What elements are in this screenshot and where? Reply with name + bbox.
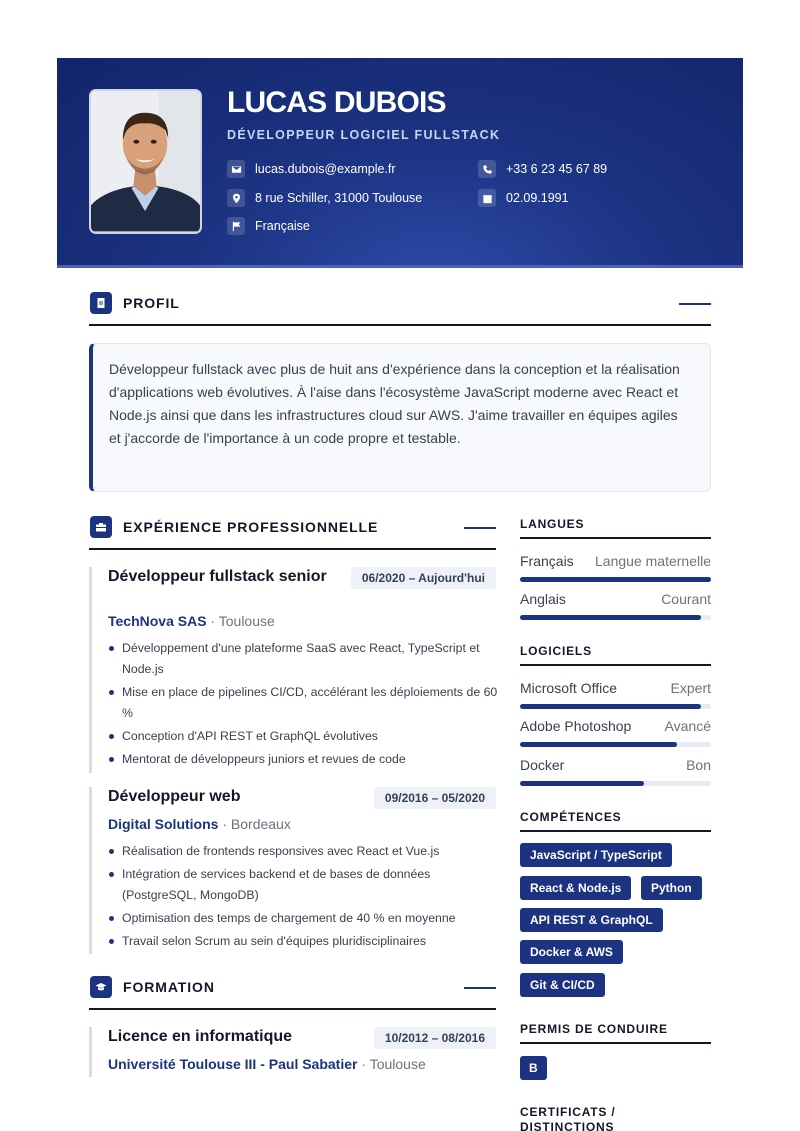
contact-address xyxy=(227,188,422,208)
skill-tag: JavaScript / TypeScript xyxy=(520,843,672,867)
section-profile-header xyxy=(89,292,711,326)
contact-email-text: lucas.dubois@example.fr xyxy=(255,162,396,176)
mail-icon xyxy=(227,160,245,178)
contact-address-text: 8 rue Schiller, 31000 Toulouse xyxy=(255,191,423,205)
job-title: Développeur fullstack senior xyxy=(108,568,327,585)
skill-tag: React & Node.js xyxy=(520,876,631,900)
section-accent-line xyxy=(679,303,711,305)
software-item xyxy=(520,718,711,752)
language-name: Anglais xyxy=(520,591,566,607)
section-software-title: LOGICIELS xyxy=(520,644,711,666)
contact-phone-text: +33 6 23 45 67 89 xyxy=(506,162,608,176)
job-separator: · xyxy=(218,816,231,832)
candidate-title: DÉVELOPPEUR LOGICIEL FULLSTACK xyxy=(227,128,501,142)
job-dates-badge: 06/2020 – Aujourd'hui xyxy=(351,567,496,589)
language-name: Français xyxy=(520,553,574,569)
software-item xyxy=(520,757,711,791)
experience-item xyxy=(89,567,496,773)
job-location: Bordeaux xyxy=(230,816,291,832)
software-level: Expert xyxy=(670,680,711,696)
section-languages-title: LANGUES xyxy=(520,517,711,539)
job-bullet: Conception d'API REST et GraphQL évolutives xyxy=(108,726,498,747)
job-bullet: Réalisation de frontends responsives avec React et Vue.js xyxy=(108,841,498,862)
education-location: Toulouse xyxy=(369,1056,426,1072)
job-separator: · xyxy=(206,613,219,629)
job-bullet-list xyxy=(108,841,498,952)
language-bar-track xyxy=(520,615,711,620)
software-level: Avancé xyxy=(664,718,711,734)
contact-nationality-text: Française xyxy=(255,219,310,233)
language-bar-fill xyxy=(520,615,701,620)
section-certificates-title xyxy=(520,1105,711,1131)
contact-email[interactable] xyxy=(227,159,396,179)
language-bar-track xyxy=(520,577,711,582)
graduation-cap-icon xyxy=(90,976,112,998)
skill-tag: API REST & GraphQL xyxy=(520,908,663,932)
software-item xyxy=(520,680,711,714)
software-bar-fill xyxy=(520,781,644,786)
candidate-name: LUCAS DUBOIS xyxy=(227,86,446,119)
location-pin-icon xyxy=(227,189,245,207)
job-bullet: Travail selon Scrum au sein d'équipes pluridisciplinaires xyxy=(108,931,498,952)
contact-phone[interactable] xyxy=(478,159,607,179)
skill-tag: Git & CI/CD xyxy=(520,973,605,997)
profile-summary-text: Développeur fullstack avec plus de huit ans d'expérience dans la conception et la réalisation d'applications web évolutives. À l'aise dans l'écosystème JavaScript moderne avec React et Node.js ainsi que dans les infrastructures cloud sur AWS. J'aime travailler en équipes agiles et j'accorde de l'importance à un code propre et testable. xyxy=(109,361,680,446)
contact-birthdate-text: 02.09.1991 xyxy=(506,191,569,205)
certificates-title-line2: DISTINCTIONS xyxy=(520,1120,615,1131)
skill-tag: Python xyxy=(641,876,702,900)
section-accent-line xyxy=(464,527,496,529)
job-bullet: Optimisation des temps de chargement de 40 % en moyenne xyxy=(108,908,498,929)
job-bullet: Mentorat de développeurs juniors et revues de code xyxy=(108,749,498,770)
job-dates-badge: 09/2016 – 05/2020 xyxy=(374,787,496,809)
flag-icon xyxy=(227,217,245,235)
software-name: Microsoft Office xyxy=(520,680,617,696)
language-bar-fill xyxy=(520,577,711,582)
job-bullet: Mise en place de pipelines CI/CD, accélérant les déploiements de 60 % xyxy=(108,682,498,724)
skill-tag: Docker & AWS xyxy=(520,940,623,964)
section-education-title: FORMATION xyxy=(123,979,215,995)
section-license-title: PERMIS DE CONDUIRE xyxy=(520,1022,711,1044)
job-bullet: Intégration de services backend et de bases de données (PostgreSQL, MongoDB) xyxy=(108,864,498,906)
software-level: Bon xyxy=(686,757,711,773)
software-bar-fill xyxy=(520,742,677,747)
section-education-header xyxy=(89,976,496,1010)
language-level: Courant xyxy=(661,591,711,607)
calendar-icon xyxy=(478,189,496,207)
profile-photo-image xyxy=(91,91,200,232)
contact-birthdate xyxy=(478,188,569,208)
experience-item xyxy=(89,787,496,954)
job-bullet-list xyxy=(108,638,498,770)
cv-header xyxy=(57,58,743,268)
section-profile-title: PROFIL xyxy=(123,295,180,311)
section-experience-header xyxy=(89,516,496,550)
job-company: Digital Solutions xyxy=(108,816,219,832)
software-name: Docker xyxy=(520,757,565,773)
contact-nationality xyxy=(227,216,310,236)
language-level: Langue maternelle xyxy=(595,553,711,569)
education-school: Université Toulouse III - Paul Sabatier xyxy=(108,1056,358,1072)
job-title: Développeur web xyxy=(108,788,241,805)
phone-icon xyxy=(478,160,496,178)
certificates-title-line1: CERTIFICATS / xyxy=(520,1105,616,1119)
section-accent-line xyxy=(464,987,496,989)
job-company-line xyxy=(108,815,291,833)
language-item xyxy=(520,591,711,625)
job-location: Toulouse xyxy=(218,613,275,629)
software-name: Adobe Photoshop xyxy=(520,718,632,734)
job-company: TechNova SAS xyxy=(108,613,207,629)
education-title: Licence en informatique xyxy=(108,1028,293,1045)
education-school-line xyxy=(108,1055,426,1073)
section-experience-title: EXPÉRIENCE PROFESSIONNELLE xyxy=(123,519,379,535)
education-dates-badge: 10/2012 – 08/2016 xyxy=(374,1027,496,1049)
language-item xyxy=(520,553,711,587)
software-bar-fill xyxy=(520,704,701,709)
software-bar-track xyxy=(520,781,711,786)
license-badge: B xyxy=(520,1056,547,1080)
job-company-line xyxy=(108,612,275,630)
id-card-icon xyxy=(90,292,112,314)
education-item xyxy=(89,1027,496,1077)
software-bar-track xyxy=(520,742,711,747)
profile-photo xyxy=(89,89,202,234)
profile-summary-box xyxy=(89,343,711,492)
software-bar-track xyxy=(520,704,711,709)
job-bullet: Développement d'une plateforme SaaS avec React, TypeScript et Node.js xyxy=(108,638,498,680)
briefcase-icon xyxy=(90,516,112,538)
education-separator: · xyxy=(357,1056,370,1072)
section-skills-title: COMPÉTENCES xyxy=(520,810,711,832)
